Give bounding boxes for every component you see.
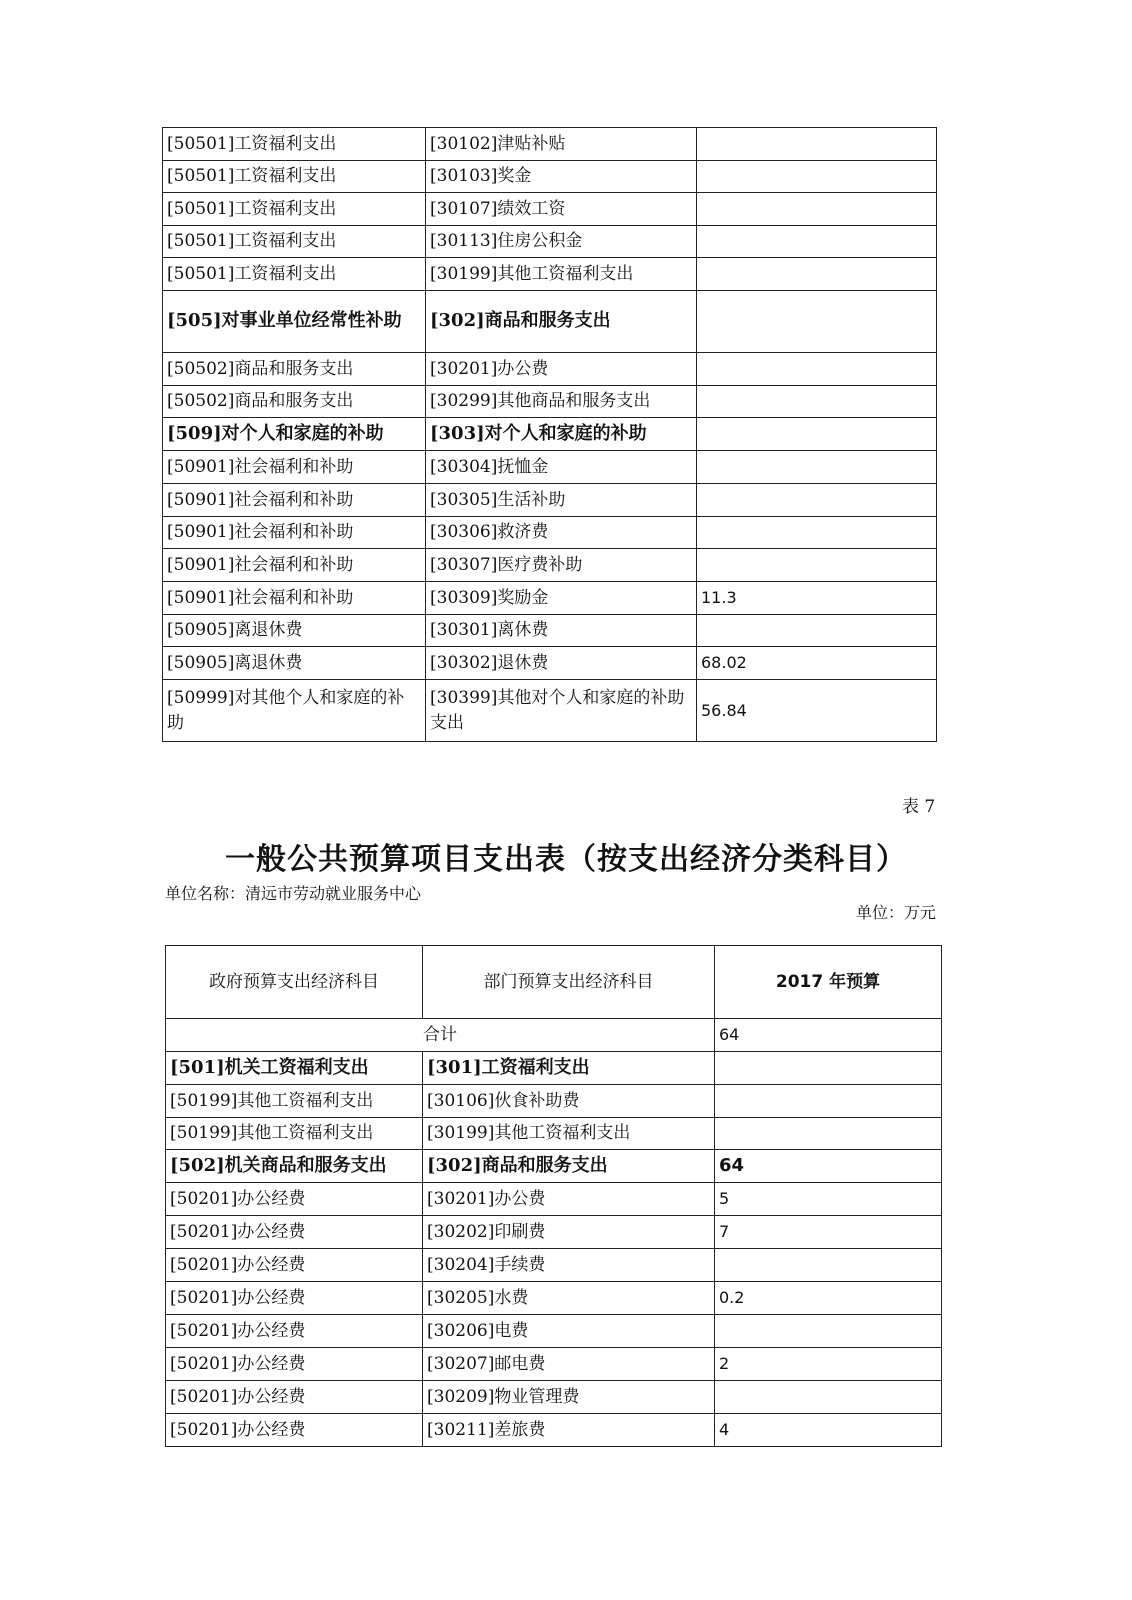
table-row xyxy=(166,1381,942,1414)
dept-subject-cell: [30199]其他工资福利支出 xyxy=(426,258,697,291)
dept-subject-cell: [30102]津贴补贴 xyxy=(426,128,697,161)
total-row xyxy=(166,1019,942,1052)
table-row xyxy=(163,615,937,647)
total-amount: 64 xyxy=(715,1019,942,1052)
amount-cell xyxy=(697,549,937,582)
dept-subject-cell: [30299]其他商品和服务支出 xyxy=(426,386,697,418)
unit-name: 单位名称：清远市劳动就业服务中心 xyxy=(165,884,422,903)
gov-subject-cell: [50502]商品和服务支出 xyxy=(163,386,426,418)
amount-cell xyxy=(697,517,937,549)
dept-subject-cell: [303]对个人和家庭的补助 xyxy=(426,418,697,451)
amount-cell xyxy=(715,1052,942,1085)
dept-subject-cell: [302]商品和服务支出 xyxy=(423,1150,715,1183)
gov-subject-cell: [50901]社会福利和补助 xyxy=(163,484,426,517)
table1-body xyxy=(163,128,937,742)
gov-subject-cell: [50201]办公经费 xyxy=(166,1414,423,1447)
gov-subject-cell: [50201]办公经费 xyxy=(166,1381,423,1414)
table-header-row xyxy=(166,946,942,1019)
gov-subject-cell: [50905]离退休费 xyxy=(163,615,426,647)
amount-cell xyxy=(697,258,937,291)
gov-subject-cell: [50501]工资福利支出 xyxy=(163,226,426,258)
amount-cell: 68.02 xyxy=(697,647,937,680)
gov-subject-cell: [502]机关商品和服务支出 xyxy=(166,1150,423,1183)
table-number: 表 7 xyxy=(902,797,936,817)
amount-cell xyxy=(697,226,937,258)
gov-subject-cell: [50901]社会福利和补助 xyxy=(163,517,426,549)
gov-subject-cell: [50199]其他工资福利支出 xyxy=(166,1085,423,1118)
table-row xyxy=(166,1118,942,1150)
table-row xyxy=(163,484,937,517)
dept-subject-cell: [30301]离休费 xyxy=(426,615,697,647)
amount-cell xyxy=(715,1249,942,1282)
gov-subject-cell: [50201]办公经费 xyxy=(166,1216,423,1249)
amount-cell xyxy=(697,193,937,226)
amount-cell xyxy=(715,1118,942,1150)
table-row xyxy=(163,258,937,291)
table-row xyxy=(163,128,937,161)
dept-subject-cell: [30106]伙食补助费 xyxy=(423,1085,715,1118)
dept-subject-cell: [30202]印刷费 xyxy=(423,1216,715,1249)
dept-subject-cell: [30113]住房公积金 xyxy=(426,226,697,258)
table-row xyxy=(163,517,937,549)
gov-subject-cell: [505]对事业单位经常性补助 xyxy=(163,291,426,353)
table-row xyxy=(163,386,937,418)
gov-subject-cell: [50199]其他工资福利支出 xyxy=(166,1118,423,1150)
table-row xyxy=(163,418,937,451)
table-row xyxy=(166,1315,942,1348)
gov-subject-cell: [50905]离退休费 xyxy=(163,647,426,680)
amount-cell: 11.3 xyxy=(697,582,937,615)
expenditure-table-continued xyxy=(162,127,937,742)
amount-cell xyxy=(715,1315,942,1348)
dept-subject-cell: [301]工资福利支出 xyxy=(423,1052,715,1085)
table-row xyxy=(166,1183,942,1216)
dept-subject-cell: [30103]奖金 xyxy=(426,161,697,193)
table-row xyxy=(163,582,937,615)
gov-subject-cell: [50201]办公经费 xyxy=(166,1183,423,1216)
dept-subject-cell: [30205]水费 xyxy=(423,1282,715,1315)
dept-subject-cell: [30399]其他对个人和家庭的补助支出 xyxy=(426,680,697,742)
header-gov-subject: 政府预算支出经济科目 xyxy=(166,946,423,1019)
dept-subject-cell: [30204]手续费 xyxy=(423,1249,715,1282)
gov-subject-cell: [50501]工资福利支出 xyxy=(163,128,426,161)
table-row xyxy=(163,193,937,226)
amount-cell xyxy=(697,386,937,418)
amount-cell: 64 xyxy=(715,1150,942,1183)
amount-cell: 4 xyxy=(715,1414,942,1447)
table-row xyxy=(163,226,937,258)
page-title: 一般公共预算项目支出表（按支出经济分类科目） xyxy=(225,842,907,877)
dept-subject-cell: [30302]退休费 xyxy=(426,647,697,680)
table-row xyxy=(166,1052,942,1085)
dept-subject-cell: [30307]医疗费补助 xyxy=(426,549,697,582)
unit-measure: 单位：万元 xyxy=(856,903,937,922)
header-dept-subject: 部门预算支出经济科目 xyxy=(423,946,715,1019)
project-expenditure-table xyxy=(165,945,942,1447)
table-row xyxy=(166,1150,942,1183)
gov-subject-cell: [50201]办公经费 xyxy=(166,1348,423,1381)
amount-cell xyxy=(697,128,937,161)
table-row xyxy=(163,353,937,386)
amount-cell xyxy=(715,1381,942,1414)
table2-body xyxy=(166,946,942,1447)
amount-cell xyxy=(697,484,937,517)
dept-subject-cell: [30201]办公费 xyxy=(426,353,697,386)
amount-cell xyxy=(697,615,937,647)
amount-cell xyxy=(697,161,937,193)
dept-subject-cell: [30209]物业管理费 xyxy=(423,1381,715,1414)
gov-subject-cell: [501]机关工资福利支出 xyxy=(166,1052,423,1085)
dept-subject-cell: [30304]抚恤金 xyxy=(426,451,697,484)
table-row xyxy=(166,1249,942,1282)
table-row xyxy=(163,549,937,582)
gov-subject-cell: [50201]办公经费 xyxy=(166,1315,423,1348)
gov-subject-cell: [50901]社会福利和补助 xyxy=(163,582,426,615)
gov-subject-cell: [50501]工资福利支出 xyxy=(163,258,426,291)
gov-subject-cell: [509]对个人和家庭的补助 xyxy=(163,418,426,451)
amount-cell xyxy=(697,451,937,484)
gov-subject-cell: [50999]对其他个人和家庭的补助 xyxy=(163,680,426,742)
table-row xyxy=(163,291,937,353)
total-label: 合计 xyxy=(166,1019,715,1052)
amount-cell xyxy=(697,353,937,386)
dept-subject-cell: [30199]其他工资福利支出 xyxy=(423,1118,715,1150)
dept-subject-cell: [30306]救济费 xyxy=(426,517,697,549)
dept-subject-cell: [30107]绩效工资 xyxy=(426,193,697,226)
amount-cell: 5 xyxy=(715,1183,942,1216)
gov-subject-cell: [50901]社会福利和补助 xyxy=(163,451,426,484)
dept-subject-cell: [30206]电费 xyxy=(423,1315,715,1348)
gov-subject-cell: [50502]商品和服务支出 xyxy=(163,353,426,386)
dept-subject-cell: [30211]差旅费 xyxy=(423,1414,715,1447)
table-row xyxy=(163,647,937,680)
amount-cell: 56.84 xyxy=(697,680,937,742)
table-row xyxy=(166,1216,942,1249)
table-row xyxy=(163,680,937,742)
amount-cell xyxy=(697,418,937,451)
gov-subject-cell: [50201]办公经费 xyxy=(166,1282,423,1315)
gov-subject-cell: [50201]办公经费 xyxy=(166,1249,423,1282)
dept-subject-cell: [30309]奖励金 xyxy=(426,582,697,615)
dept-subject-cell: [30201]办公费 xyxy=(423,1183,715,1216)
gov-subject-cell: [50501]工资福利支出 xyxy=(163,193,426,226)
table-row xyxy=(163,451,937,484)
amount-cell xyxy=(715,1085,942,1118)
gov-subject-cell: [50901]社会福利和补助 xyxy=(163,549,426,582)
dept-subject-cell: [30305]生活补助 xyxy=(426,484,697,517)
amount-cell xyxy=(697,291,937,353)
header-budget-year: 2017 年预算 xyxy=(715,946,942,1019)
amount-cell: 7 xyxy=(715,1216,942,1249)
amount-cell: 0.2 xyxy=(715,1282,942,1315)
amount-cell: 2 xyxy=(715,1348,942,1381)
table-row xyxy=(166,1348,942,1381)
table-row xyxy=(166,1282,942,1315)
gov-subject-cell: [50501]工资福利支出 xyxy=(163,161,426,193)
dept-subject-cell: [30207]邮电费 xyxy=(423,1348,715,1381)
table-row xyxy=(166,1085,942,1118)
table-row xyxy=(163,161,937,193)
table-row xyxy=(166,1414,942,1447)
dept-subject-cell: [302]商品和服务支出 xyxy=(426,291,697,353)
